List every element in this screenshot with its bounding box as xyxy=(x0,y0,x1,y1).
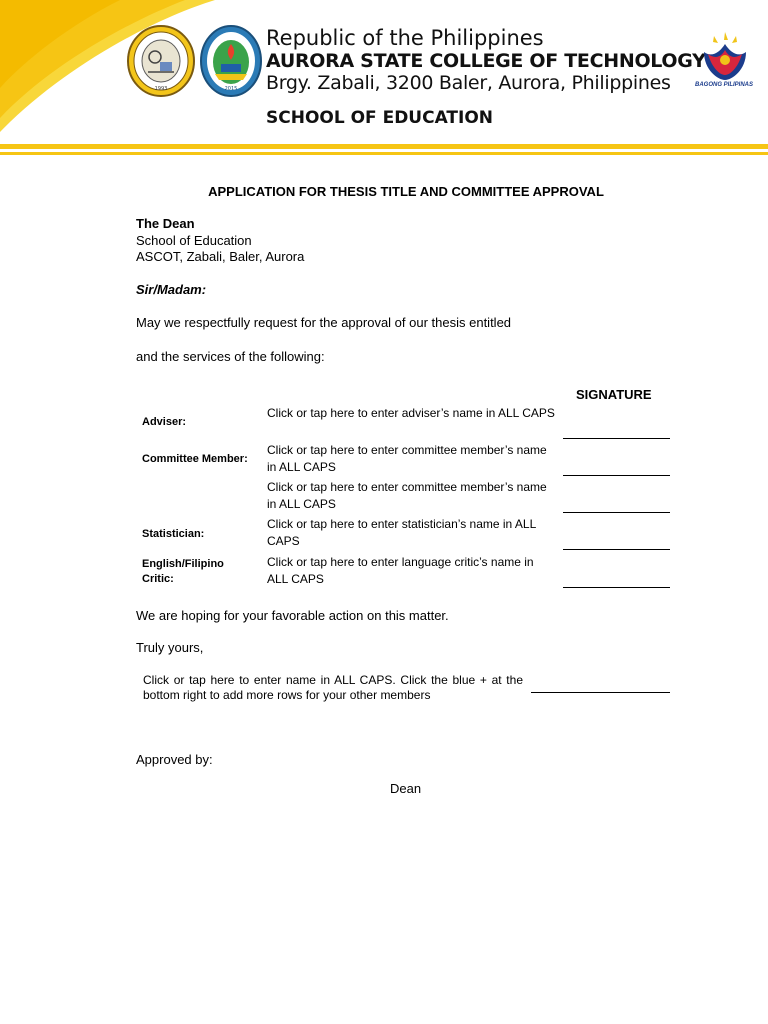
members-signature-line xyxy=(531,692,670,693)
request-paragraph: May we respectfully request for the approval of our thesis entitled xyxy=(136,315,512,330)
adviser-signature-line xyxy=(563,438,670,439)
statistician-signature-line xyxy=(563,549,670,550)
document-title: APPLICATION FOR THESIS TITLE AND COMMITTEE APPROVAL xyxy=(208,184,604,199)
truly-yours: Truly yours, xyxy=(136,640,204,655)
language-critic-name-field[interactable]: Click or tap here to enter language critic’s name in ALL CAPS xyxy=(267,555,534,586)
role-committee-member-label: Committee Member: xyxy=(142,453,248,465)
addressee-name: The Dean xyxy=(136,216,195,231)
header-address: Brgy. Zabali, 3200 Baler, Aurora, Philippines xyxy=(266,72,671,94)
school-of-education-seal-icon xyxy=(199,24,263,98)
dean-signatory: Dean xyxy=(390,781,422,796)
header-republic: Republic of the Philippines xyxy=(266,26,544,50)
committee-member-2-signature-line xyxy=(563,512,670,513)
services-paragraph: and the services of the following: xyxy=(136,349,325,364)
role-language-critic-label: English/Filipino Critic: xyxy=(142,558,224,585)
committee-member-1-field[interactable]: Click or tap here to enter committee member’s name in ALL CAPS xyxy=(267,443,547,474)
header-department: SCHOOL OF EDUCATION xyxy=(266,108,494,128)
statistician-name-field[interactable]: Click or tap here to enter statistician’s name in ALL CAPS xyxy=(267,517,536,548)
header-college-name: AURORA STATE COLLEGE OF TECHNOLOGY xyxy=(266,50,706,72)
committee-member-2-field[interactable]: Click or tap here to enter committee member’s name in ALL CAPS xyxy=(267,480,547,511)
language-critic-signature-line xyxy=(563,587,670,588)
bagong-pilipinas-logo-icon xyxy=(700,30,750,82)
role-adviser-label: Adviser: xyxy=(142,416,187,428)
signature-header: SIGNATURE xyxy=(576,387,652,402)
adviser-name-field[interactable]: Click or tap here to enter adviser’s name in ALL CAPS xyxy=(267,406,555,420)
addressee-line1: School of Education xyxy=(136,233,252,248)
svg-text:1993: 1993 xyxy=(154,86,168,92)
members-name-field[interactable]: Click or tap here to enter name in ALL CAPS. Click the blue + at the bottom right to add more rows for your other members xyxy=(143,673,523,702)
ascot-seal-icon xyxy=(126,24,196,98)
approved-by: Approved by: xyxy=(136,752,213,767)
bagong-pilipinas-caption: BAGONG PILIPINAS xyxy=(694,82,753,88)
svg-text:2015: 2015 xyxy=(224,86,238,92)
salutation: Sir/Madam: xyxy=(136,282,207,297)
closing-paragraph: We are hoping for your favorable action on this matter. xyxy=(136,608,449,623)
addressee-line2: ASCOT, Zabali, Baler, Aurora xyxy=(136,249,305,264)
committee-member-1-signature-line xyxy=(563,475,670,476)
header-divider-thin xyxy=(0,152,768,155)
role-statistician-label: Statistician: xyxy=(142,528,205,540)
header-divider-thick xyxy=(0,144,768,149)
